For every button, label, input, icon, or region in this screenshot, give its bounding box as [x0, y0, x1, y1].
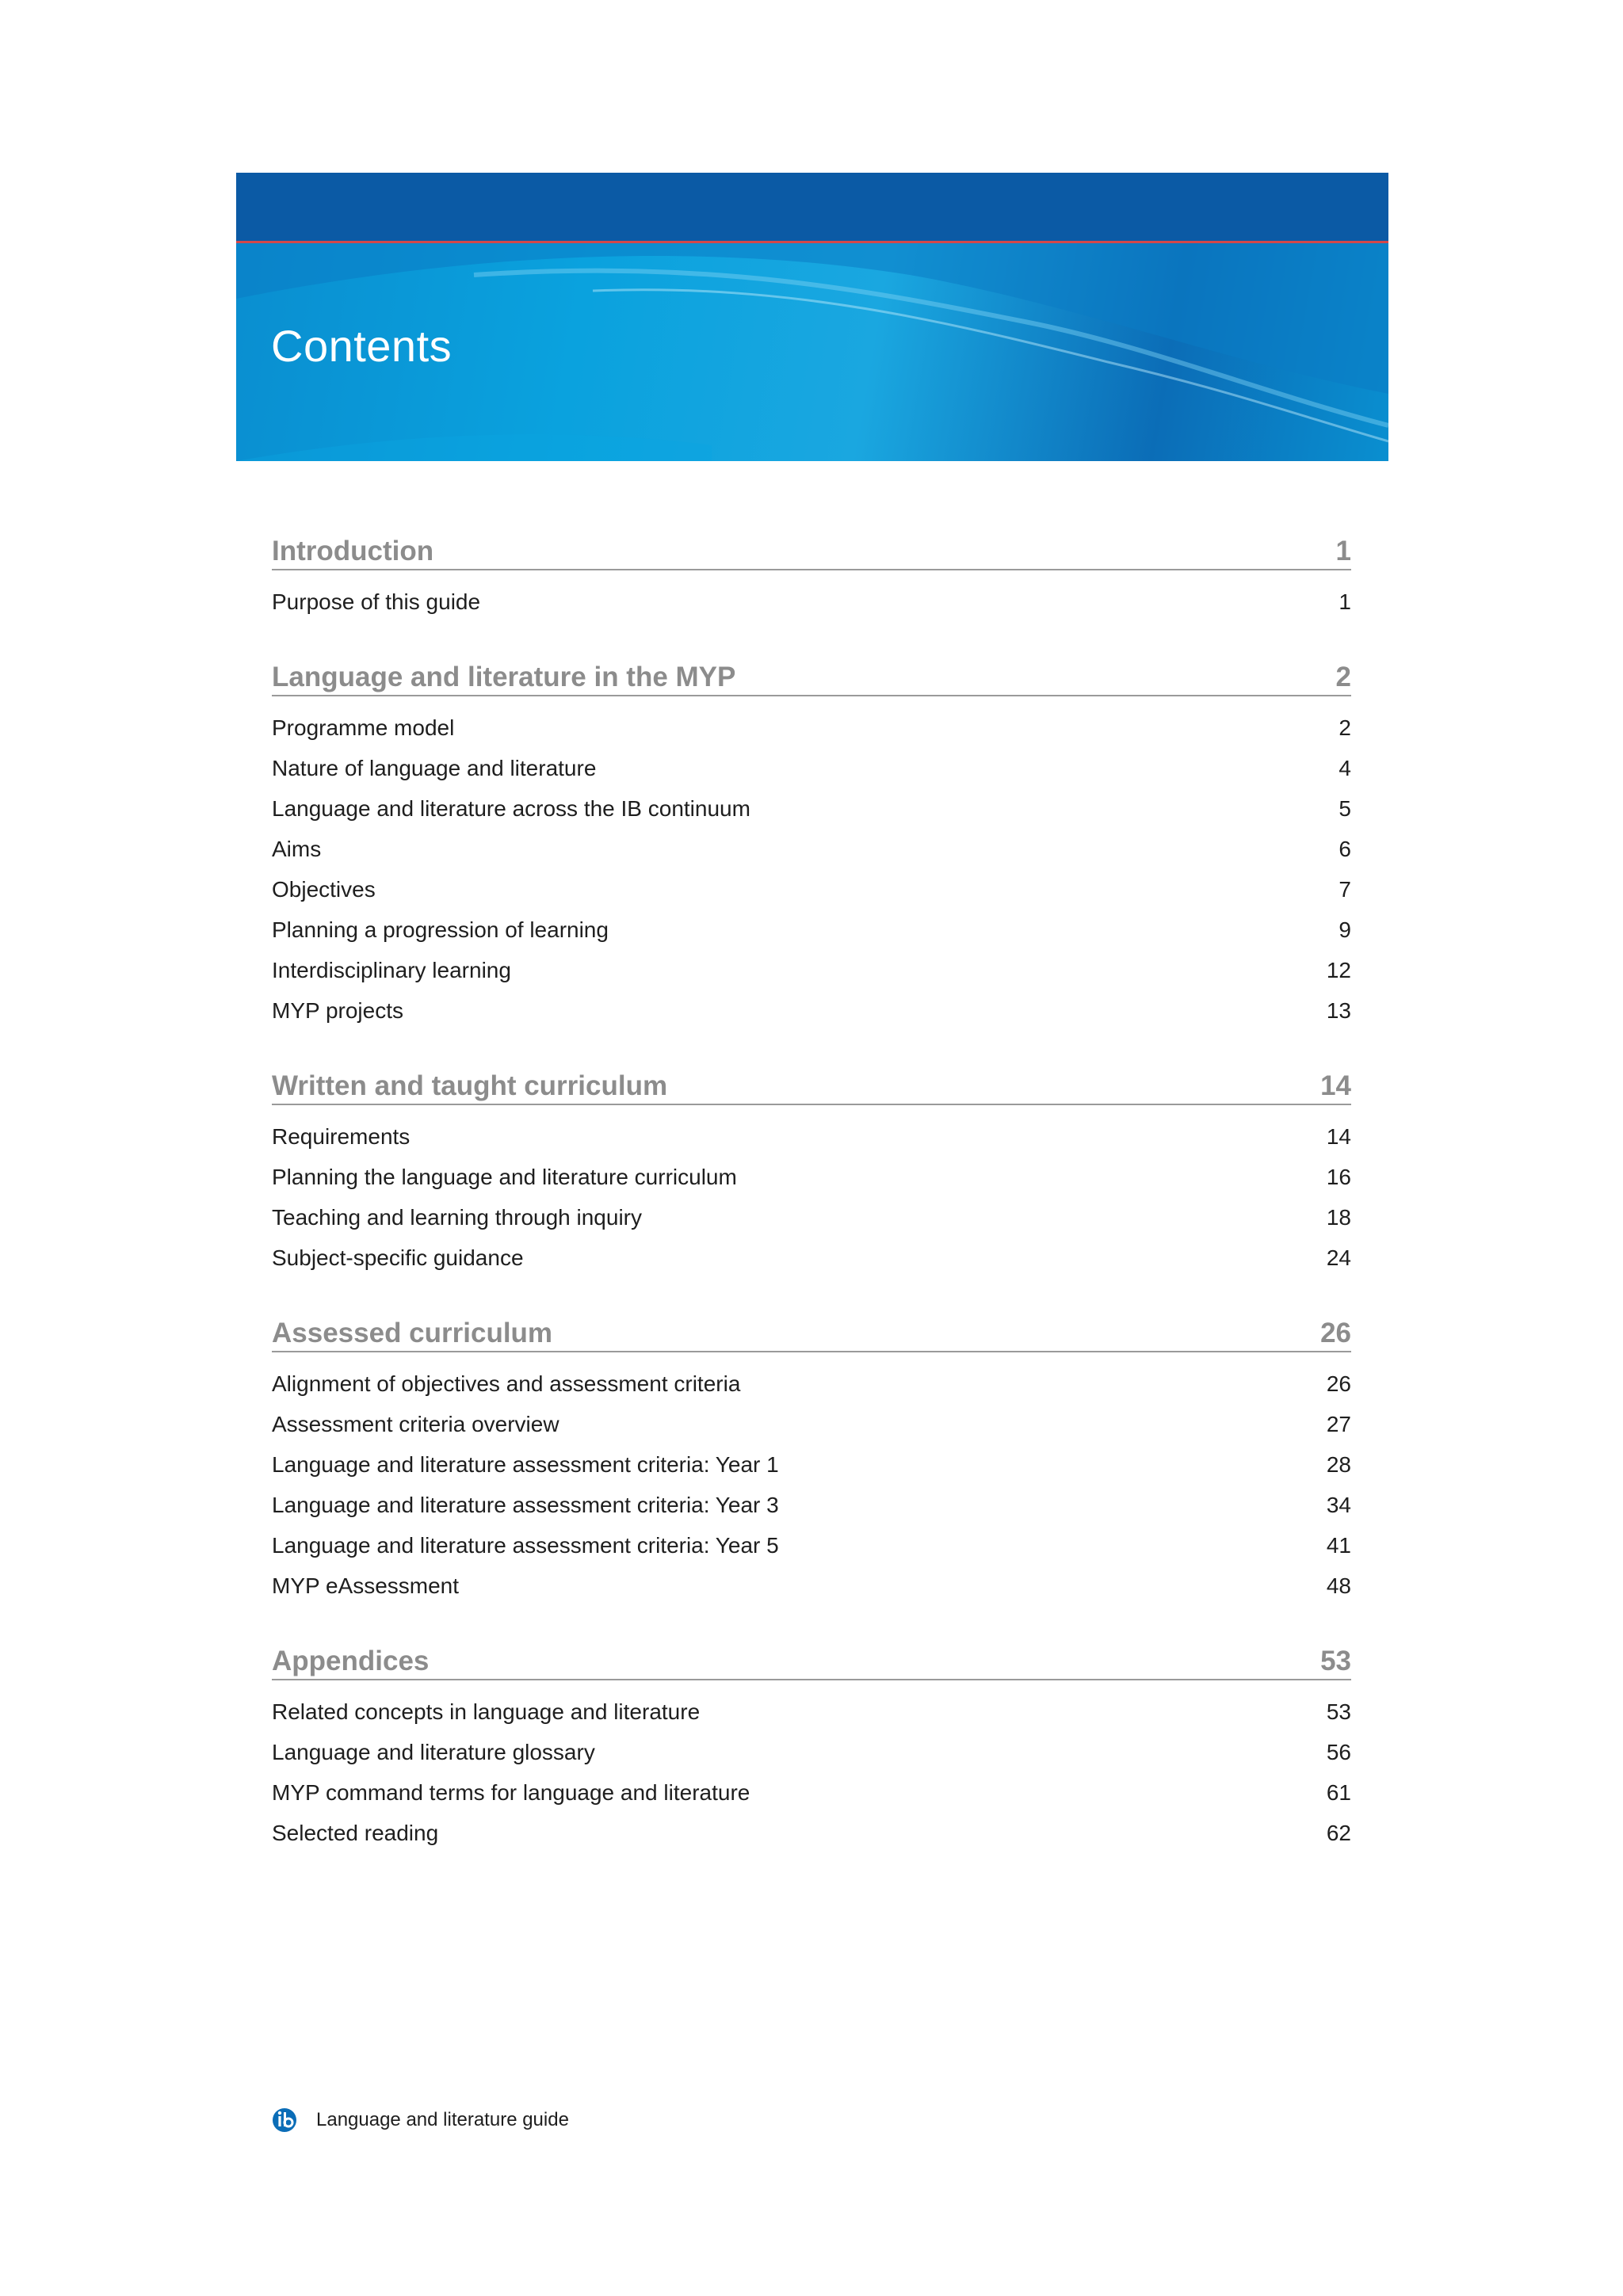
toc-entry-page-number: 41: [1326, 1532, 1351, 1558]
toc-entry[interactable]: [272, 1566, 1351, 1606]
toc-entry[interactable]: [272, 1444, 1351, 1485]
toc-entry[interactable]: [272, 1404, 1351, 1444]
toc-entry[interactable]: [272, 748, 1351, 788]
toc-entry-page-number: 4: [1338, 755, 1351, 780]
toc-entry-label: Language and literature glossary: [272, 1739, 595, 1764]
toc-section: [272, 1313, 1351, 1606]
toc-entry-page-number: 16: [1326, 1164, 1351, 1189]
toc-entry[interactable]: [272, 1813, 1351, 1853]
toc-entry-page-number: 56: [1326, 1739, 1351, 1764]
ib-logo-icon: [272, 2107, 297, 2133]
toc-entry-page-number: 13: [1326, 997, 1351, 1023]
section-page-number: 53: [1320, 1646, 1351, 1676]
toc-entry-label: Language and literature assessment criteria: Year 5: [272, 1532, 779, 1558]
toc-section: [272, 531, 1351, 622]
section-title: Assessed curriculum: [272, 1318, 553, 1348]
toc-entry[interactable]: [272, 707, 1351, 748]
toc-entry-page-number: 28: [1326, 1451, 1351, 1477]
toc-section-heading[interactable]: [272, 531, 1351, 570]
toc-entry[interactable]: [272, 1116, 1351, 1157]
toc-entry-label: Nature of language and literature: [272, 755, 597, 780]
toc-entry-page-number: 27: [1326, 1411, 1351, 1436]
toc-entry[interactable]: [272, 1772, 1351, 1813]
toc-entry-page-number: 2: [1338, 715, 1351, 740]
toc-entry[interactable]: [272, 829, 1351, 869]
section-page-number: 1: [1335, 536, 1351, 566]
toc-entry-page-number: 34: [1326, 1492, 1351, 1517]
toc-entry[interactable]: [272, 1525, 1351, 1566]
toc-entry-page-number: 53: [1326, 1699, 1351, 1724]
toc-entry[interactable]: [272, 582, 1351, 622]
toc-entry-label: Teaching and learning through inquiry: [272, 1204, 642, 1230]
toc-entry-label: Objectives: [272, 876, 376, 902]
toc-entry-label: Purpose of this guide: [272, 589, 481, 614]
toc-entry-label: Assessment criteria overview: [272, 1411, 559, 1436]
section-page-number: 14: [1320, 1070, 1351, 1101]
page-title: Contents: [271, 321, 453, 371]
toc-section-heading[interactable]: [272, 1066, 1351, 1105]
section-page-number: 26: [1320, 1318, 1351, 1348]
toc-entry-page-number: 14: [1326, 1123, 1351, 1149]
toc-entry[interactable]: [272, 1157, 1351, 1197]
toc-entry-page-number: 26: [1326, 1371, 1351, 1396]
toc-entry-page-number: 5: [1338, 795, 1351, 821]
toc-entry-label: Language and literature across the IB continuum: [272, 795, 750, 821]
toc-entry-page-number: 62: [1326, 1820, 1351, 1845]
footer-guide-title: Language and literature guide: [316, 2109, 569, 2130]
toc-section: [272, 1066, 1351, 1278]
toc-entry-page-number: 24: [1326, 1245, 1351, 1270]
toc-entry-label: Interdisciplinary learning: [272, 957, 511, 982]
toc-entry-page-number: 6: [1338, 836, 1351, 861]
toc-entry-label: Requirements: [272, 1123, 411, 1149]
toc-entry-label: MYP command terms for language and literature: [272, 1779, 750, 1805]
toc-entry-label: Language and literature assessment criteria: Year 1: [272, 1451, 779, 1477]
toc-entry[interactable]: [272, 950, 1351, 990]
section-title: Written and taught curriculum: [272, 1070, 668, 1101]
section-title: Introduction: [272, 536, 434, 566]
section-page-number: 2: [1335, 662, 1351, 692]
toc-entry-label: MYP eAssessment: [272, 1573, 460, 1598]
toc-entry[interactable]: [272, 1363, 1351, 1404]
toc-entry[interactable]: [272, 1238, 1351, 1278]
toc-entry-page-number: 1: [1338, 589, 1351, 614]
toc-entry[interactable]: [272, 1197, 1351, 1238]
toc-entry-page-number: 18: [1326, 1204, 1351, 1230]
toc-entry-page-number: 61: [1326, 1779, 1351, 1805]
section-title: Language and literature in the MYP: [272, 662, 736, 692]
toc-entry[interactable]: [272, 990, 1351, 1031]
toc-entry[interactable]: [272, 869, 1351, 910]
toc-entry-label: Aims: [272, 836, 322, 861]
toc-entry-label: Language and literature assessment criteria: Year 3: [272, 1492, 779, 1517]
toc-section: [272, 657, 1351, 1031]
toc-entry-page-number: 48: [1326, 1573, 1351, 1598]
banner-top-band: [236, 173, 1388, 241]
toc-entry-page-number: 12: [1326, 957, 1351, 982]
toc-entry[interactable]: [272, 1485, 1351, 1525]
toc-entry-label: MYP projects: [272, 997, 403, 1023]
toc-section-heading[interactable]: [272, 657, 1351, 696]
toc-entry-label: Planning a progression of learning: [272, 917, 609, 942]
toc-entry-label: Programme model: [272, 715, 455, 740]
table-of-contents: [272, 531, 1351, 1888]
toc-entry[interactable]: [272, 910, 1351, 950]
toc-section: [272, 1641, 1351, 1853]
toc-entry-label: Selected reading: [272, 1820, 439, 1845]
section-title: Appendices: [272, 1646, 430, 1676]
toc-entry[interactable]: [272, 788, 1351, 829]
toc-section-heading[interactable]: [272, 1313, 1351, 1352]
page-footer: [272, 2107, 569, 2133]
toc-entry[interactable]: [272, 1732, 1351, 1772]
toc-section-heading[interactable]: [272, 1641, 1351, 1680]
toc-entry-page-number: 7: [1338, 876, 1351, 902]
toc-entry-page-number: 9: [1338, 917, 1351, 942]
toc-entry-label: Related concepts in language and literature: [272, 1699, 701, 1724]
toc-entry-label: Planning the language and literature curriculum: [272, 1164, 737, 1189]
toc-entry[interactable]: [272, 1691, 1351, 1732]
toc-entry-label: Subject-specific guidance: [272, 1245, 524, 1270]
toc-entry-label: Alignment of objectives and assessment criteria: [272, 1371, 741, 1396]
contents-banner: [236, 173, 1388, 461]
